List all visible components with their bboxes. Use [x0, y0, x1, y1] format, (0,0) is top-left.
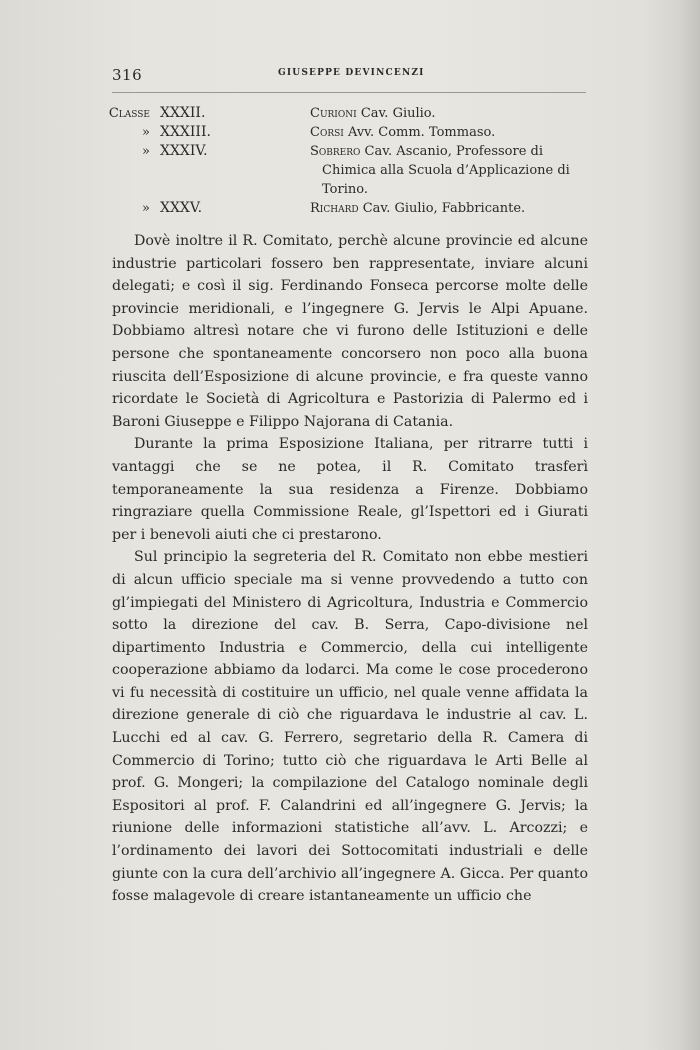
- body-text: [112, 230, 588, 908]
- member-title: Avv. Comm. Tommaso.: [347, 125, 496, 140]
- member-title: Cav. Giulio.: [360, 106, 436, 121]
- class-member: [310, 142, 594, 199]
- class-list: [104, 104, 594, 218]
- page-number: 316: [112, 66, 143, 84]
- class-label: »: [142, 144, 150, 159]
- class-row: [104, 104, 594, 123]
- member-surname: Sobrero: [310, 144, 361, 159]
- class-number: XXXIV.: [160, 143, 208, 159]
- paragraph: Dovè inoltre il R. Comitato, perchè alcune provincie ed alcune industrie particolari fossero ben rappresentate, inviare alcuni delegati; e così il sig. Ferdinando Fonseca percorse molte delle provincie meridionali, e l’ingegnere G. Jervis le Alpi Apuane. Dobbiamo altresì notare che vi furono delle Istituzioni e delle persone che spontaneamente concorsero non poco alla buona riuscita dell’Esposizione di alcune provincie, e fra queste vanno ricordate le Società di Agricoltura e Pastorizia di Palermo ed i Baroni Giuseppe e Filippo Najorana di Catania.: [112, 233, 588, 430]
- class-row: [104, 199, 594, 218]
- member-surname: Corsi: [310, 125, 344, 140]
- class-label: Classe: [108, 106, 150, 121]
- member-title-continued: Chimica alla Scuola d’Applicazione di Torino.: [322, 163, 570, 197]
- page-header: [112, 64, 586, 93]
- member-surname: Richard: [310, 201, 359, 216]
- class-number: XXXII.: [160, 105, 206, 121]
- class-label: »: [142, 201, 150, 216]
- member-title: Cav. Giulio, Fabbricante.: [362, 201, 526, 216]
- class-member: [310, 123, 594, 142]
- class-row: [104, 142, 594, 199]
- class-member: [310, 199, 594, 218]
- class-row: [104, 123, 594, 142]
- class-label: »: [142, 125, 150, 140]
- class-number: XXXIII.: [160, 124, 211, 140]
- paragraph: Sul principio la segreteria del R. Comitato non ebbe mestieri di alcun ufficio speciale ma si venne provvedendo a tutto con gl’impiegati del Ministero di Agricoltura, Industria e Commercio sotto la direzione del cav. B. Serra, Capo-divisione nel dipartimento Industria e Commercio, della cui intelligente cooperazione abbiamo da lodarci. Ma come le cose procederono vi fu necessità di costituire un ufficio, nel quale venne affidata la direzione generale di ciò che riguardava le industrie al cav. L. Lucchi ed al cav. G. Ferrero, segretario della R. Camera di Commercio di Torino; tutto ciò che riguardava le Arti Belle al prof. G. Mongeri; la compilazione del Catalogo nominale degli Espositori al prof. F. Calandrini ed all’ingegnere G. Jervis; la riunione delle informazioni statistiche all’avv. L. Arcozzi; e l’ordinamento dei lavori dei Sottocomitati industriali e delle giunte con la cura dell’archivio all’ingegnere A. Gicca. Per quanto fosse malagevole di creare istantaneamente un ufficio che: [112, 549, 588, 905]
- class-number: XXXV.: [160, 200, 203, 216]
- class-member: [310, 104, 594, 123]
- running-head: GIUSEPPE DEVINCENZI: [278, 68, 425, 78]
- paragraph: Durante la prima Esposizione Italiana, per ritrarre tutti i vantaggi che se ne potea, il R. Comitato trasferì temporaneamente la sua residenza a Firenze. Dobbiamo ringraziare quella Commissione Reale, gl’Ispettori ed i Giurati per i benevoli aiuti che ci prestarono.: [112, 436, 588, 543]
- member-title: Cav. Ascanio, Professore di: [364, 144, 544, 159]
- member-surname: Curioni: [310, 106, 357, 121]
